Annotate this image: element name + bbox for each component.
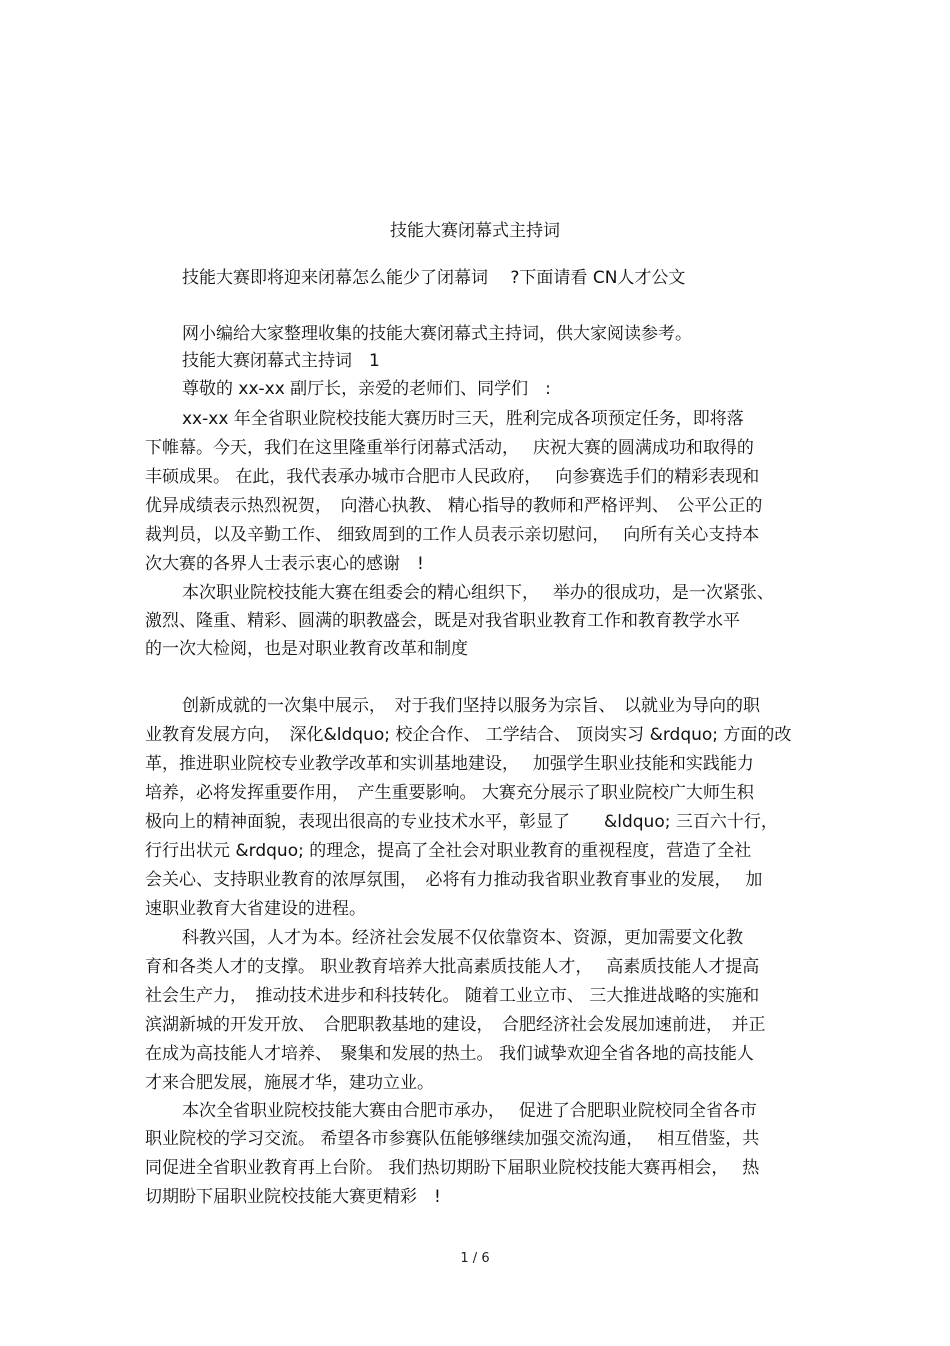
paragraph-line: 激烈、隆重、精彩、圆满的职教盛会，既是对我省职业教育工作和教育教学水平 bbox=[145, 611, 740, 631]
paragraph-line: 业教育发展方向， 深化&ldquo; 校企合作、 工学结合、 顶岗实习 &rdquo; 方面的改 bbox=[145, 725, 792, 745]
paragraph-line: 社会生产力， 推动技术进步和科技转化。 随着工业立市、 三大推进战略的实施和 bbox=[145, 986, 760, 1006]
paragraph-line: 极向上的精神面貌，表现出很高的专业技术水平，彰显了 &ldquo; 三百六十行， bbox=[145, 812, 778, 832]
paragraph-line: 革，推进职业院校专业教学改革和实训基地建设， 加强学生职业技能和实践能力 bbox=[145, 754, 754, 774]
paragraph-line: 职业院校的学习交流。 希望各市参赛队伍能够继续加强交流沟通， 相互借鉴，共 bbox=[145, 1129, 760, 1149]
intro-line: 技能大赛即将迎来闭幕怎么能少了闭幕词 ?下面请看 CN人才公文 bbox=[182, 268, 686, 288]
paragraph-line: 本次全省职业院校技能大赛由合肥市承办， 促进了合肥职业院校同全省各市 bbox=[182, 1101, 757, 1121]
document-title: 技能大赛闭幕式主持词 bbox=[390, 221, 560, 241]
paragraph-line: 本次职业院校技能大赛在组委会的精心组织下， 举办的很成功，是一次紧张、 bbox=[182, 583, 774, 603]
salutation: 尊敬的 xx-xx 副厅长，亲爱的老师们、同学们 : bbox=[182, 379, 551, 399]
paragraph-line: 次大赛的各界人士表示衷心的感谢 ! bbox=[145, 554, 424, 574]
paragraph-line: 行行出状元 &rdquo; 的理念，提高了全社会对职业教育的重视程度，营造了全社 bbox=[145, 841, 752, 861]
section-heading: 技能大赛闭幕式主持词 1 bbox=[182, 351, 380, 371]
paragraph-line: 创新成就的一次集中展示， 对于我们坚持以服务为宗旨、 以就业为导向的职 bbox=[182, 696, 760, 716]
paragraph-line: 下帷幕。今天，我们在这里隆重举行闭幕式活动， 庆祝大赛的圆满成功和取得的 bbox=[145, 438, 754, 458]
intro-line: 网小编给大家整理收集的技能大赛闭幕式主持词，供大家阅读参考。 bbox=[182, 324, 692, 344]
paragraph-line: 育和各类人才的支撑。 职业教育培养大批高素质技能人才， 高素质技能人才提高 bbox=[145, 957, 760, 977]
paragraph-line: 培养，必将发挥重要作用， 产生重要影响。 大赛充分展示了职业院校广大师生积 bbox=[145, 783, 754, 803]
paragraph-line: 速职业教育大省建设的进程。 bbox=[145, 899, 366, 919]
paragraph-line: 丰硕成果。 在此，我代表承办城市合肥市人民政府， 向参赛选手们的精彩表现和 bbox=[145, 467, 760, 487]
paragraph-line: 优异成绩表示热烈祝贺， 向潜心执教、 精心指导的教师和严格评判、 公平公正的 bbox=[145, 496, 763, 516]
page-number: 1 / 6 bbox=[460, 1251, 490, 1266]
paragraph-line: 裁判员，以及辛勤工作、 细致周到的工作人员表示亲切慰问， 向所有关心支持本 bbox=[145, 525, 760, 545]
paragraph-line: 在成为高技能人才培养、 聚集和发展的热土。 我们诚挚欢迎全省各地的高技能人 bbox=[145, 1044, 754, 1064]
paragraph-line: 才来合肥发展，施展才华，建功立业。 bbox=[145, 1073, 434, 1093]
paragraph-line: xx-xx 年全省职业院校技能大赛历时三天，胜利完成各项预定任务，即将落 bbox=[182, 409, 744, 429]
paragraph-line: 会关心、支持职业教育的浓厚氛围， 必将有力推动我省职业教育事业的发展， 加 bbox=[145, 870, 763, 890]
paragraph-line: 切期盼下届职业院校技能大赛更精彩 ! bbox=[145, 1187, 441, 1207]
paragraph-line: 同促进全省职业教育再上台阶。 我们热切期盼下届职业院校技能大赛再相会， 热 bbox=[145, 1158, 760, 1178]
paragraph-line: 科教兴国，人才为本。经济社会发展不仅依靠资本、资源，更加需要文化教 bbox=[182, 928, 743, 948]
paragraph-line: 滨湖新城的开发开放、 合肥职教基地的建设， 合肥经济社会发展加速前进， 并正 bbox=[145, 1015, 766, 1035]
paragraph-line: 的一次大检阅，也是对职业教育改革和制度 bbox=[145, 639, 468, 659]
